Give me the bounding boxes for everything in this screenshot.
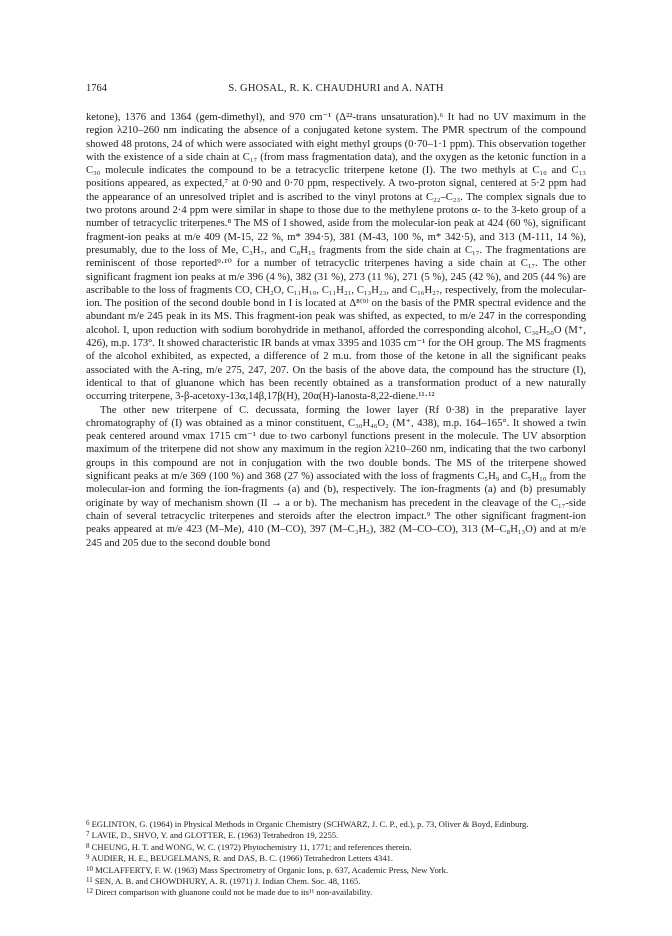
footnote-number: 8 (86, 841, 90, 850)
footnote-number: 9 (86, 853, 90, 862)
footnote-number: 7 (86, 830, 90, 839)
footnote-text: SEN, A. B. and CHOWDHURY, A. R. (1971) J. Indian Chem. Soc. 48, 1165. (94, 876, 361, 887)
footnote-number: 6 (86, 819, 90, 827)
footnotes (86, 818, 586, 898)
running-head-authors: S. GHOSAL, R. K. CHAUDHURI and A. NATH (228, 83, 444, 94)
footnote (86, 829, 586, 840)
paragraph: The other new triterpene of C. decussata, forming the lower layer (Rf 0·38) in the preparative layer chromatography of (I) was obtained as a minor constituent, C₃₀H₄₆O₂ (M⁺, 438), m.p. 164–165°. It showed a twin peak centered around νmax 1715 cm⁻¹ due to two carbonyl functions present in the molecule. The UV absorption maximum of the triterpene did not show any maximum in the region λ210–260 nm, indicating that the two carbonyl groups in this compound are not in conjugation with the two double bonds. The MS of the triterpene showed significant peaks at m/e 369 (100 %) and 368 (27 %) associated with the loss of fragments C₅H₉ and C₅H₁₀ from the molecular-ion and forming the ion-fragments (a) and (b), respectively. The ion-fragments (a) and (b) presumably originate by way of mechanism shown (II → a or b). The mechanism has precedent in the cleavage of the C₁₇-side chain of several tetracyclic triterpenes and steroids after the electron impact.⁹ The other significant fragment-ion peaks appeared at m/e 423 (M–Me), 410 (M–CO), 397 (M–C₃H₅), 382 (M–CO–CO), 313 (M–C₈H₁₃O) and at m/e 245 and 205 due to the second double bond (86, 404, 586, 549)
paragraph: ketone), 1376 and 1364 (gem-dimethyl), and 970 cm⁻¹ (Δ²²-trans unsaturation).⁶ It had no UV maximum in the region λ210–260 nm indicating the absence of a conjugated ketone system. The PMR spectrum of the compound showed 48 protons, 24 of which were associated with eight methyl groups (0·70–1·1 ppm). This observation together with the existence of a side chain at C₁₇ (from mass fragmentation data), and the oxygen as the ketonic function in a C₃₀ molecule indicates the compound to be a tetracyclic triterpene ketone (I). The two methyls at C₁₀ and C₁₃ positions appeared, as expected,⁷ at 0·90 and 0·70 ppm, respectively. A two-proton signal, centered at 5·2 ppm had the appearance of an unresolved triplet and is ascribed to the vinyl protons at C₂₂–C₂₃. The complex signals due to two protons around 2·4 ppm were similar in shape to those due to the methylene protons α- to the 3-keto group of a number of tetracyclic triterpenes.⁸ The MS of I showed, aside from the molecular-ion peak at 424 (60 %), significant fragment-ion peaks at m/e 409 (M-15, 22 %, m* 394·5), 381 (M-43, 100 %, m* 342·5), and 313 (M-111, 14 %), presumably, due to the loss of Me, C₃H₇, and C₈H₁₅ fragments from the side chain at C₁₇. The fragmentations are reminiscent of those reported⁹·¹⁰ for a number of tetracyclic triterpenes having a side chain at C₁₇. The other significant fragment ion peaks at m/e 396 (4 %), 382 (31 %), 273 (11 %), 271 (5 %), 245 (42 %), and 205 (44 %) are ascribable to the loss of fragments CO, CH₂O, C₁₁H₁₉, C₁₁H₂₁, C₁₃H₂₃, and C₁₆H₂₇, respectively, from the molecular-ion. The position of the second double bond in I is located at Δ⁸⁽⁹⁾ on the basis of the PMR spectral evidence and the abundant m/e 245 peak in its MS. This fragment-ion peak was shifted, as expected, to m/e 247 in the corresponding alcohol. I, upon reduction with sodium borohydride in methanol, afforded the corresponding alcohol, C₃₀H₅₀O (M⁺, 426), m.p. 173°. It showed characteristic IR bands at νmax 3395 and 1035 cm⁻¹ for the OH group. The MS fragments of the alcohol exhibited, as expected, a difference of 2 m.u. from those of the ketone in all the significant peaks associated with the A-ring, m/e 275, 247, 207. On the basis of the above data, the compound has the structure (I), identical to that of gluanone which has been recently obtained as a transformation product of a new naturally occurring triterpene, 3-β-acetoxy-13α,14β,17β(H), 20α(H)-lanosta-8,22-diene.¹¹·¹² (86, 112, 586, 403)
running-header (86, 83, 586, 99)
footnote-number: 11 (86, 876, 93, 885)
footnote (86, 864, 586, 875)
article-body (86, 111, 586, 550)
footnote (86, 886, 586, 897)
footnote (86, 875, 586, 886)
footnote-text: CHEUNG, H. T. and WONG, W. C. (1972) Phytochemistry 11, 1771; and references therein. (91, 841, 412, 852)
footnote (86, 818, 586, 829)
footnote-text: LAVIE, D., SHVO, Y. and GLOTTER, E. (1963) Tetrahedron 19, 2255. (91, 830, 339, 841)
footnote-text: EGLINTON, G. (1964) in Physical Methods in Organic Chemistry (SCHWARZ, J. C. P., ed.), p. 73, Oliver & Boyd, Edinburg. (91, 819, 529, 829)
footnote-text: AUDIER, H. E., BEUGELMANS, R. and DAS, B. C. (1966) Tetrahedron Letters 4341. (91, 853, 394, 864)
footnote-text: Direct comparison with gluanone could not be made due to its¹¹ non-availability. (95, 887, 373, 898)
page-number: 1764 (86, 83, 107, 94)
footnote-number: 10 (86, 864, 93, 873)
footnote-number: 12 (86, 887, 93, 896)
footnote-text: MCLAFFERTY, F. W. (1963) Mass Spectrometry of Organic Ions, p. 637, Academic Press, New York. (95, 864, 449, 875)
footnote (86, 841, 586, 852)
footnote (86, 852, 586, 863)
